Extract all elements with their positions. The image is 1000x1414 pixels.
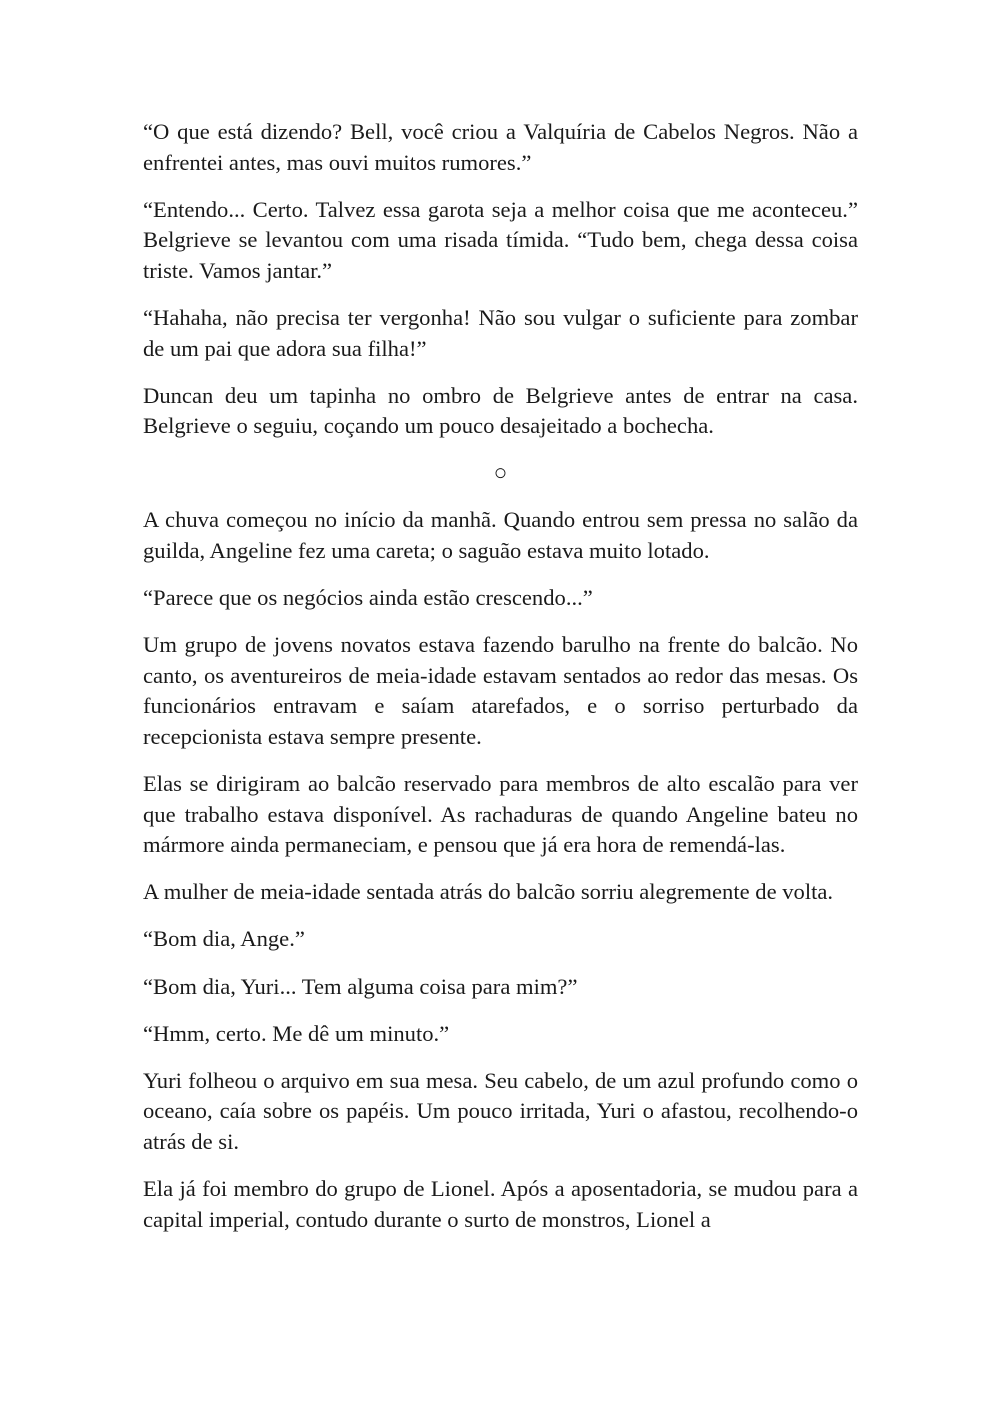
paragraph: “Parece que os negócios ainda estão crescendo...” (143, 585, 593, 611)
paragraph: Um grupo de jovens novatos estava fazendo barulho na frente do balcão. No canto, os aventureiros de meia-idade estavam sentados ao redor das mesas. Os funcionários entravam e saíam atarefados, e o sorriso perturbado da recepcionista estava sempre presente. (143, 632, 858, 749)
paragraph: “Entendo... Certo. Talvez essa garota seja a melhor coisa que me aconteceu.” Belgrieve se levantou com uma risada tímida. “Tudo bem, chega dessa coisa triste. Vamos jantar.” (143, 196, 858, 283)
paragraph: “Bom dia, Ange.” (143, 926, 305, 952)
paragraph: Yuri folheou o arquivo em sua mesa. Seu cabelo, de um azul profundo como o oceano, caía sobre os papéis. Um pouco irritada, Yuri o afastou, recolhendo-o atrás de si. (143, 1067, 858, 1154)
paragraph: “Hmm, certo. Me dê um minuto.” (143, 1020, 450, 1046)
scene-break-divider: ○ (493, 460, 508, 486)
paragraph: A mulher de meia-idade sentada atrás do balcão sorriu alegremente de volta. (143, 879, 834, 905)
paragraph: “Bom dia, Yuri... Tem alguma coisa para mim?” (143, 973, 578, 999)
document-page (143, 117, 858, 1252)
paragraph: Duncan deu um tapinha no ombro de Belgrieve antes de entrar na casa. Belgrieve o seguiu, coçando um pouco desajeitado a bochecha. (143, 382, 858, 439)
paragraph: Elas se dirigiram ao balcão reservado para membros de alto escalão para ver que trabalho estava disponível. As rachaduras de quando Angeline bateu no mármore ainda permaneciam, e pensou que já era hora de remendá-las. (143, 771, 858, 858)
paragraph: Ela já foi membro do grupo de Lionel. Após a aposentadoria, se mudou para a capital imperial, contudo durante o surto de monstros, Lionel a (143, 1176, 858, 1232)
paragraph: A chuva começou no início da manhã. Quando entrou sem pressa no salão da guilda, Angeline fez uma careta; o saguão estava muito lotado. (143, 507, 858, 564)
paragraph: “Hahaha, não precisa ter vergonha! Não sou vulgar o suficiente para zombar de um pai que adora sua filha!” (143, 304, 858, 361)
paragraph: “O que está dizendo? Bell, você criou a Valquíria de Cabelos Negros. Não a enfrentei antes, mas ouvi muitos rumores.” (143, 119, 858, 175)
